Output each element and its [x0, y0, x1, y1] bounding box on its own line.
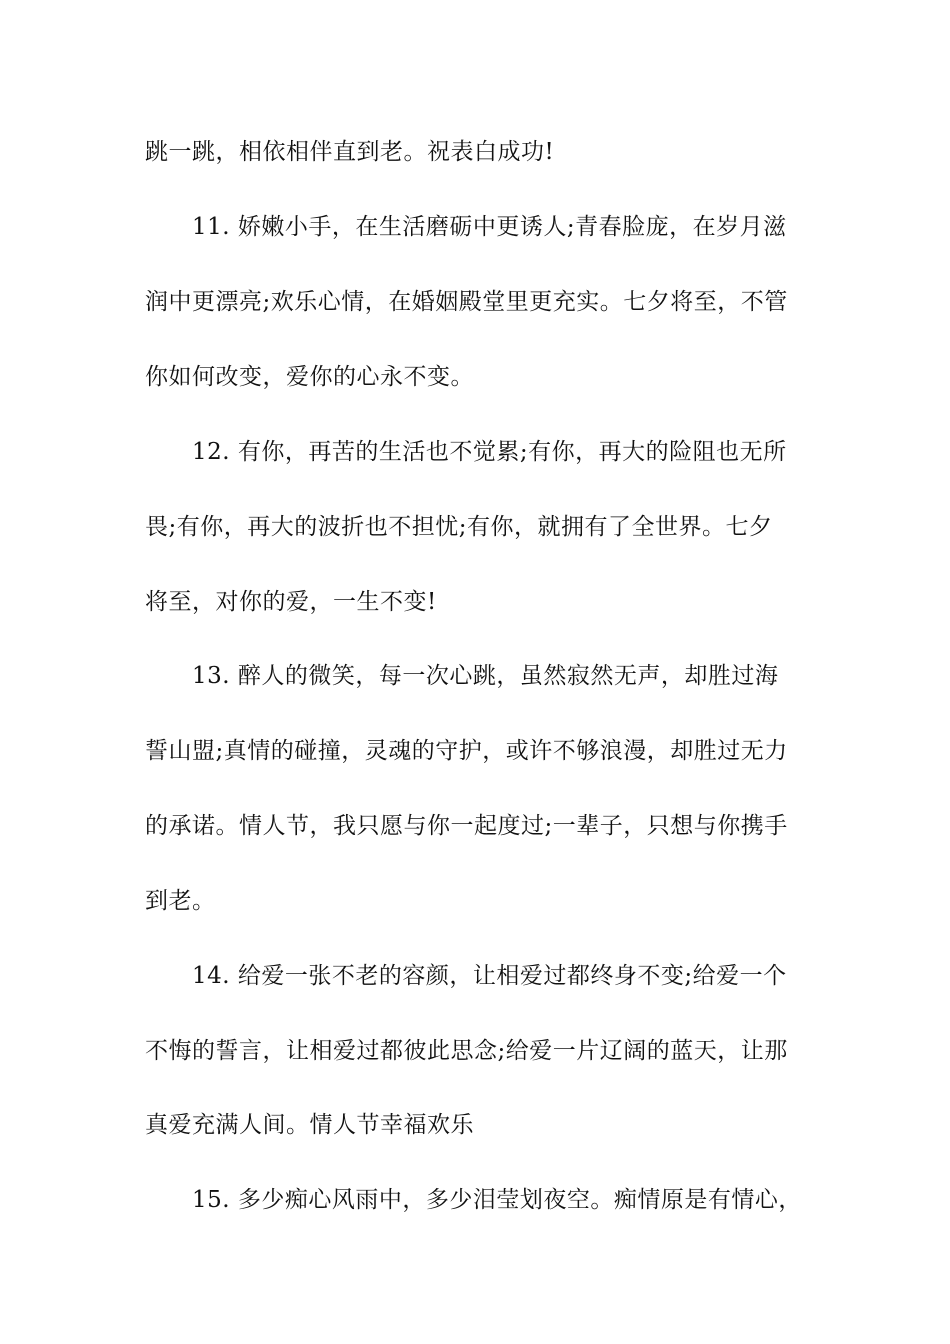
text-line: 真爱充满人间。情人节幸福欢乐: [145, 1112, 474, 1138]
text-line: 将至，对你的爱，一生不变!: [145, 589, 437, 615]
text-line: 跳一跳，相依相伴直到老。祝表白成功!: [145, 139, 555, 165]
paragraph-12-start: 12. 有你，再苦的生活也不觉累;有你，再大的险阻也无所: [192, 439, 787, 465]
text-line: 到老。: [145, 888, 216, 914]
text-line: 不悔的誓言，让相爱过都彼此思念;给爱一片辽阔的蓝天，让那: [145, 1038, 788, 1064]
text-line: 誓山盟;真情的碰撞，灵魂的守护，或许不够浪漫，却胜过无力: [145, 738, 788, 764]
text-line: 畏;有你，再大的波折也不担忧;有你，就拥有了全世界。七夕: [145, 514, 773, 540]
text-line: 你如何改变，爱你的心永不变。: [145, 364, 474, 390]
paragraph-14-start: 14. 给爱一张不老的容颜，让相爱过都终身不变;给爱一个: [192, 963, 787, 989]
paragraph-15-start: 15. 多少痴心风雨中，多少泪莹划夜空。痴情原是有情心，: [192, 1187, 802, 1213]
text-line: 的承诺。情人节，我只愿与你一起度过;一辈子，只想与你携手: [145, 813, 788, 839]
paragraph-13-start: 13. 醉人的微笑，每一次心跳，虽然寂然无声，却胜过海: [192, 663, 779, 689]
paragraph-11-start: 11. 娇嫩小手，在生活磨砺中更诱人;青春脸庞，在岁月滋: [192, 214, 787, 240]
text-line: 润中更漂亮;欢乐心情，在婚姻殿堂里更充实。七夕将至，不管: [145, 289, 788, 315]
